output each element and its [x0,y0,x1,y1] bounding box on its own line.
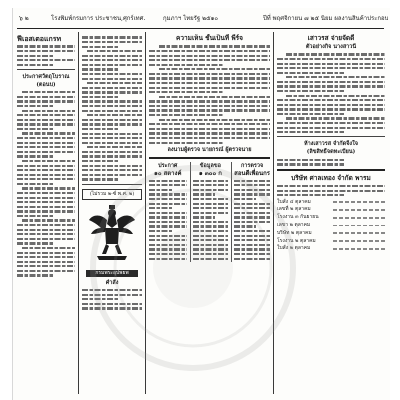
column-4 [277,34,385,394]
col4-subtitle: ตัวอย่างกิจ นางสาวนี [305,44,357,50]
col4-box-title: บริษัท ศาลเทอง จำกัด พารม [291,173,371,182]
col2-banner: กรมพระอุปพยพ [86,270,138,277]
col1-intro-text [17,45,75,66]
col3-sub-right-title: การตรวจ [240,163,264,170]
list-item: เลขา ๒ ตุลาคม [277,222,385,230]
col3-signature-line: ลงนามผู้ตรวจ นายกรณ์ ผู้ตรวจนาย [167,147,252,154]
col3-subcolumns [149,162,270,262]
col2-body-text [82,36,142,180]
divider [149,157,270,159]
column-rule [78,32,79,394]
col1-title: ฟีเอสเตอแกรท [17,34,62,43]
col3-body-text [149,45,270,143]
col4-box-intro [277,185,385,196]
col2-box-label: (ไม่รวม ๒-ซ์ พ.ศ. ๒) [82,189,142,200]
col3-sub-mid [190,162,229,262]
col4-lower-text [277,159,385,166]
running-head-middle: กุมภาฯ ไทยรัฐ ๒๕๑๐ [163,15,219,22]
col3-sub-right-amount: สอนดีเพื่อนกร [234,170,270,178]
col1-subtitle: ประกาศวัตถุโบราณ [22,73,70,80]
running-head-right: ปีที่ พฤศจิกายน ๗ ๒๕ นิยม ผลงานสินค้าประกอบ [263,15,389,22]
list-item: โรงงาน ๒ ตุลาคม [277,238,385,246]
list-item: บริษัท ๒ ตุลาคม [277,230,385,238]
list-item: ใบสั่ง ๔ ตุลาคม [277,199,385,207]
col1-section-label: (ตอนบ) [36,81,56,88]
column-rule [145,32,146,394]
col3-sub-left-text [149,180,187,260]
col3-sub-right-text [234,180,270,260]
column-1 [17,34,75,394]
column-3 [149,34,270,394]
list-item: ใบสั่ง ๒ ตุลาคม [277,245,385,253]
col3-sub-left [149,162,187,262]
col3-sub-right [231,162,270,262]
col3-sub-mid-amount: ๑ ๓๐๐ ก [198,170,222,178]
col4-body-text [277,53,385,133]
page-number: ๖ ๒ [19,15,29,22]
newspaper-page [12,8,390,400]
col2-lower-text [82,289,142,310]
divider [82,184,142,185]
column-2 [82,34,142,394]
list-item: โรงงาน ๓ กันยายน [277,214,385,222]
list-item: เลขที่ ๒ ตุลาคม [277,206,385,214]
garuda-emblem-icon [87,204,137,266]
col4-title: เสาวรส จ่ายจัดดี [307,34,355,42]
divider [277,169,385,171]
col1-body-text [17,91,75,276]
col3-sub-mid-title: ข้อมูลขอ [199,163,221,170]
col3-sub-left-amount: ๑๐ สตางค์ [154,170,182,178]
running-head-left: โรงพิมพ์กรมการ ประชาชน,ศุกร์เทศ. [51,15,146,22]
col3-sub-mid-text [193,180,229,260]
col2-caption: คำสั่ง [105,279,119,286]
col4-lower-heading: ห้างเสาวรส จำกัดจิ้งใจ [303,141,359,148]
divider [277,136,385,137]
col4-lower-sub: (ลิขสิทธิ์จดทะเบียน) [306,149,356,156]
col3-title: ความเห็น ชั้นเป็นที่ พีร์จ [176,34,243,42]
column-rule [273,32,274,394]
col3-sub-left-title: ประกาศ [158,163,178,170]
col4-list [277,199,385,254]
running-head [13,12,390,26]
header-rule [17,28,384,29]
divider [17,69,75,70]
